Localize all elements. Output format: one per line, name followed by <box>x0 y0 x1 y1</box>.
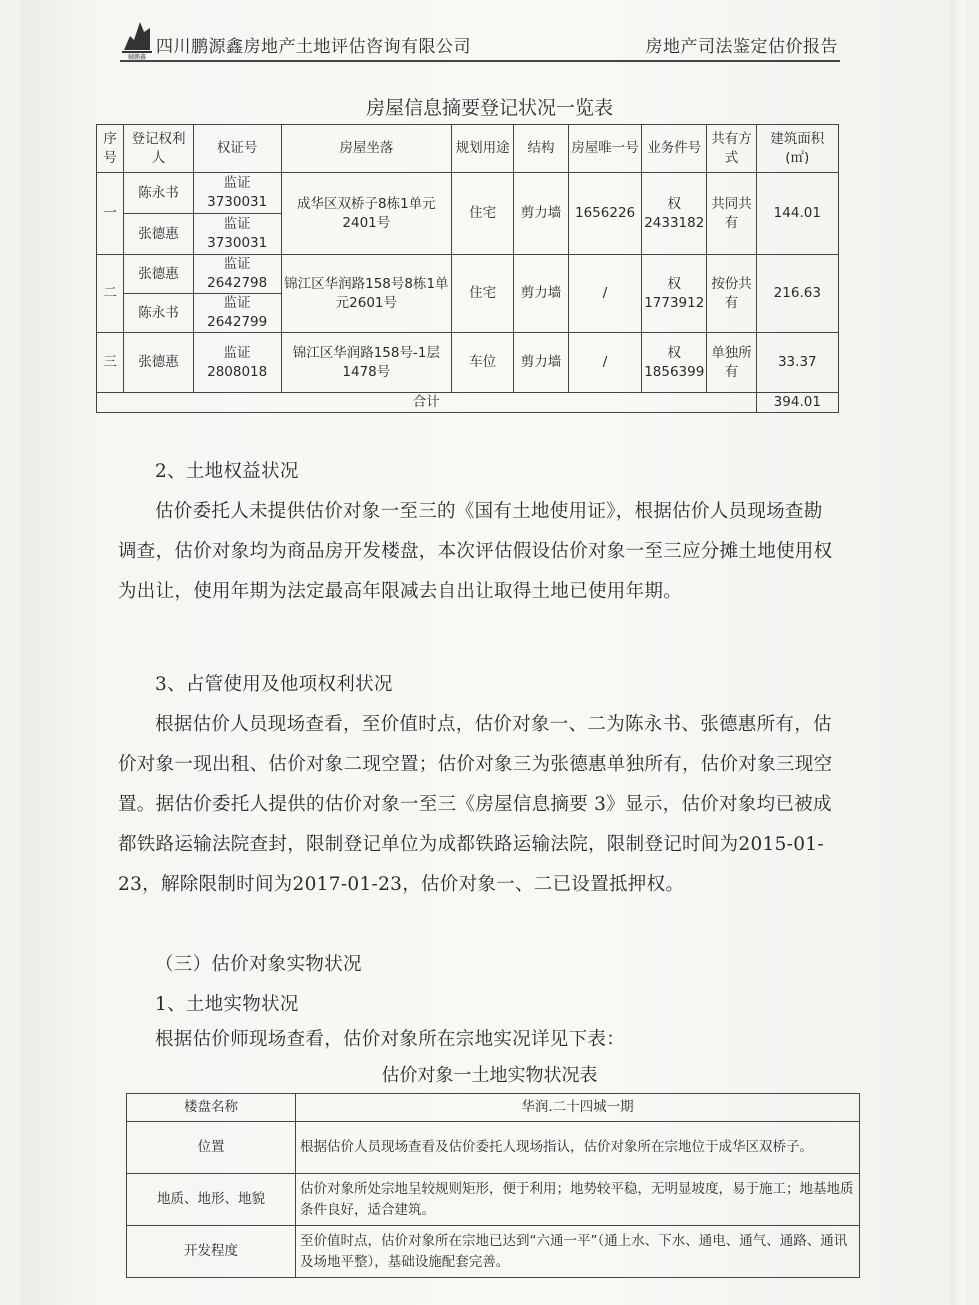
table1-title: 房屋信息摘要登记状况一览表 <box>365 97 613 119</box>
col-header: 序号 <box>97 125 124 173</box>
usage-cell: 住宅 <box>452 173 514 255</box>
total-area: 394.01 <box>756 393 838 413</box>
col-header: 登记权利人 <box>124 125 193 173</box>
location-cell: 锦江区华润路158号-1层1478号 <box>281 333 451 393</box>
table-row <box>127 1094 860 1122</box>
table-row <box>127 1174 860 1226</box>
unique-no-cell: / <box>568 255 641 333</box>
page-header <box>120 22 840 62</box>
col-header: 共有方式 <box>707 125 756 173</box>
land-status-table <box>126 1093 860 1278</box>
svg-text:輔鹏鑫: 輔鹏鑫 <box>127 54 147 60</box>
case-no-cell: 权1856399 <box>642 333 707 393</box>
table-header-row <box>97 125 839 173</box>
seq-cell: 三 <box>97 333 124 393</box>
cert-cell: 监证3730031 <box>193 214 281 255</box>
col-header: 建筑面积(㎡) <box>756 125 838 173</box>
holder-cell: 张德惠 <box>124 214 193 255</box>
row-value: 根据估价人员现场查看及估价委托人现场指认，估价对象所在宗地位于成华区双桥子。 <box>296 1122 860 1174</box>
seq-cell: 二 <box>97 255 124 333</box>
row-value: 华润.二十四城一期 <box>296 1094 860 1122</box>
col-header: 规划用途 <box>452 125 514 173</box>
row-label: 位置 <box>127 1122 296 1174</box>
area-cell: 33.37 <box>756 333 838 393</box>
case-no-cell: 权1773912 <box>642 255 707 333</box>
table-row <box>97 173 839 214</box>
table2-title: 估价对象一土地实物状况表 <box>381 1065 598 1086</box>
col-header: 权证号 <box>193 125 281 173</box>
row-value: 至价值时点，估价对象所在宗地已达到“六通一平”（通上水、下水、通电、通气、通路、通讯及场地平整），基础设施配套完善。 <box>296 1226 860 1278</box>
holder-cell: 陈永书 <box>124 294 193 333</box>
unique-no-cell: 1656226 <box>568 173 641 255</box>
ownership-cell: 单独所有 <box>707 333 756 393</box>
total-label: 合计 <box>97 393 757 413</box>
unique-no-cell: / <box>568 333 641 393</box>
report-type: 房地产司法鉴定估价报告 <box>645 37 838 57</box>
cert-cell: 监证2642799 <box>193 294 281 333</box>
col-header: 结构 <box>514 125 569 173</box>
table-row <box>127 1226 860 1278</box>
row-label: 开发程度 <box>127 1226 296 1278</box>
cert-cell: 监证2642798 <box>193 255 281 294</box>
total-row <box>97 393 839 413</box>
section-heading: 2、土地权益状况 <box>155 461 299 482</box>
company-logo-icon <box>120 16 154 60</box>
paragraph: 根据估价人员现场查看，至价值时点，估价对象一、二为陈永书、张德惠所有，估价对象一现出租、估价对象二现空置；估价对象三为张德惠单独所有，估价对象三现空置。据估价委托人提供的估价对象一至三《房屋信息摘要 3》显示，估价对象均已被成都铁路运输法院查封，限制登记单位为成都铁路运输法院，限制登记时间为2015-01-23，解除限制时间为2017-01-23，估价对象一、二已设置抵押权。 <box>118 714 833 895</box>
section-heading: 3、占管使用及他项权利状况 <box>155 674 393 695</box>
location-cell: 锦江区华润路158号8栋1单元2601号 <box>281 255 451 333</box>
holder-cell: 张德惠 <box>124 255 193 294</box>
usage-cell: 住宅 <box>452 255 514 333</box>
structure-cell: 剪力墙 <box>514 255 569 333</box>
col-header: 房屋唯一号 <box>568 125 641 173</box>
area-cell: 144.01 <box>756 173 838 255</box>
row-label: 楼盘名称 <box>127 1094 296 1122</box>
paragraph: 估价委托人未提供估价对象一至三的《国有土地使用证》，根据估价人员现场查勘调查，估价对象均为商品房开发楼盘，本次评估假设估价对象一至三应分摊土地使用权为出让，使用年期为法定最高年限减去自出让取得土地已使用年期。 <box>118 501 833 602</box>
table-row <box>97 255 839 294</box>
structure-cell: 剪力墙 <box>514 173 569 255</box>
page-edge <box>951 0 965 1305</box>
row-label: 地质、地形、地貌 <box>127 1174 296 1226</box>
holder-cell: 陈永书 <box>124 173 193 214</box>
table-row <box>97 333 839 393</box>
section-heading: 1、土地实物状况 <box>155 994 299 1015</box>
row-value: 估价对象所处宗地呈较规则矩形，便于利用；地势较平稳，无明显坡度，易于施工；地基地质条件良好，适合建筑。 <box>296 1174 860 1226</box>
cert-cell: 监证3730031 <box>193 173 281 214</box>
section-heading: （三）估价对象实物状况 <box>155 954 362 975</box>
company-name: 四川鹏源鑫房地产土地评估咨询有限公司 <box>156 37 471 57</box>
col-header: 业务件号 <box>642 125 707 173</box>
cert-cell: 监证2808018 <box>193 333 281 393</box>
usage-cell: 车位 <box>452 333 514 393</box>
structure-cell: 剪力墙 <box>514 333 569 393</box>
table-row <box>127 1122 860 1174</box>
ownership-cell: 按份共有 <box>707 255 756 333</box>
area-cell: 216.63 <box>756 255 838 333</box>
case-no-cell: 权2433182 <box>642 173 707 255</box>
ownership-cell: 共同共有 <box>707 173 756 255</box>
paragraph: 根据估价师现场查看，估价对象所在宗地实况详见下表： <box>155 1029 626 1050</box>
col-header: 房屋坐落 <box>281 125 451 173</box>
house-info-table <box>96 124 839 413</box>
location-cell: 成华区双桥子8栋1单元2401号 <box>281 173 451 255</box>
holder-cell: 张德惠 <box>124 333 193 393</box>
seq-cell: 一 <box>97 173 124 255</box>
